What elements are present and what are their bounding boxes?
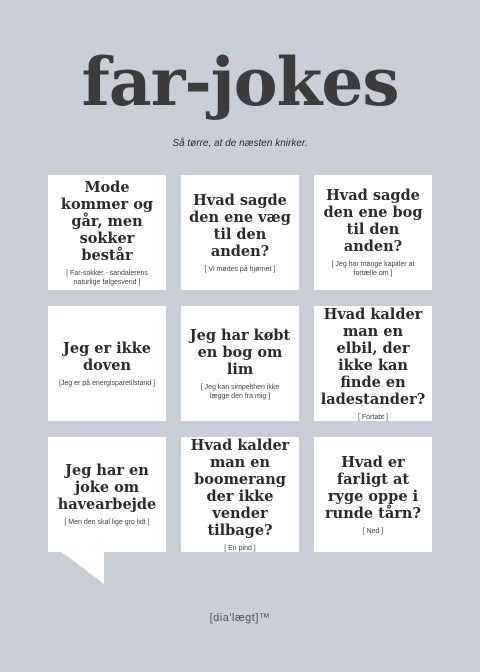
joke-text: Jeg har en joke om havearbejde	[57, 462, 157, 513]
joke-card-4	[48, 306, 166, 421]
joke-card-3	[314, 175, 432, 290]
joke-answer: [ Far-sokker - sandalerens naturlige følgesvend ]	[66, 269, 148, 286]
joke-text: Jeg har købt en bog om lim	[189, 326, 291, 378]
joke-answer: [ En pind ]	[224, 544, 256, 552]
joke-card-2	[181, 175, 299, 290]
joke-text: Hvad er farligt at ryge oppe i runde tårn?	[325, 453, 421, 522]
joke-text: Hvad sagde den ene væg til den anden?	[189, 191, 291, 260]
joke-text: Hvad kalder man en boomerang der ikke vender tilbage?	[190, 436, 290, 539]
joke-card-9	[314, 437, 432, 552]
poster-title: far-jokes	[81, 43, 399, 121]
joke-answer: [ Jeg har mange kapitler at fortælle om ]	[331, 261, 415, 277]
joke-answer: [ Jeg kan simpelthen ikke lægge den fra mig ]	[200, 383, 280, 400]
brand-logo: [dia'lægt]™	[209, 612, 271, 624]
speech-bubble-tail	[62, 552, 104, 584]
joke-card-1	[48, 175, 166, 290]
joke-card-8	[181, 437, 299, 552]
joke-card-7	[48, 437, 166, 552]
joke-text: Hvad kalder man en elbil, der ikke kan finde en ladestander?	[320, 305, 426, 408]
joke-text: Jeg er ikke doven	[62, 339, 151, 374]
joke-answer: [ Vi mødes på hjørnet ]	[204, 265, 276, 273]
joke-answer: [ Fortabt ]	[358, 413, 388, 421]
joke-text: Mode kommer og går, men sokker består	[60, 178, 154, 264]
joke-answer: [Jeg er på energisparetilstand ]	[58, 379, 156, 387]
joke-card-6	[314, 306, 432, 421]
joke-answer: [ Ned ]	[362, 527, 384, 535]
poster-subtitle: Så tørre, at de næsten knirker.	[172, 138, 308, 149]
joke-answer: [ Men den skal lige gro lidt ]	[64, 519, 150, 526]
joke-text: Hvad sagde den ene bog til den anden?	[323, 187, 423, 255]
joke-card-5	[181, 306, 299, 421]
